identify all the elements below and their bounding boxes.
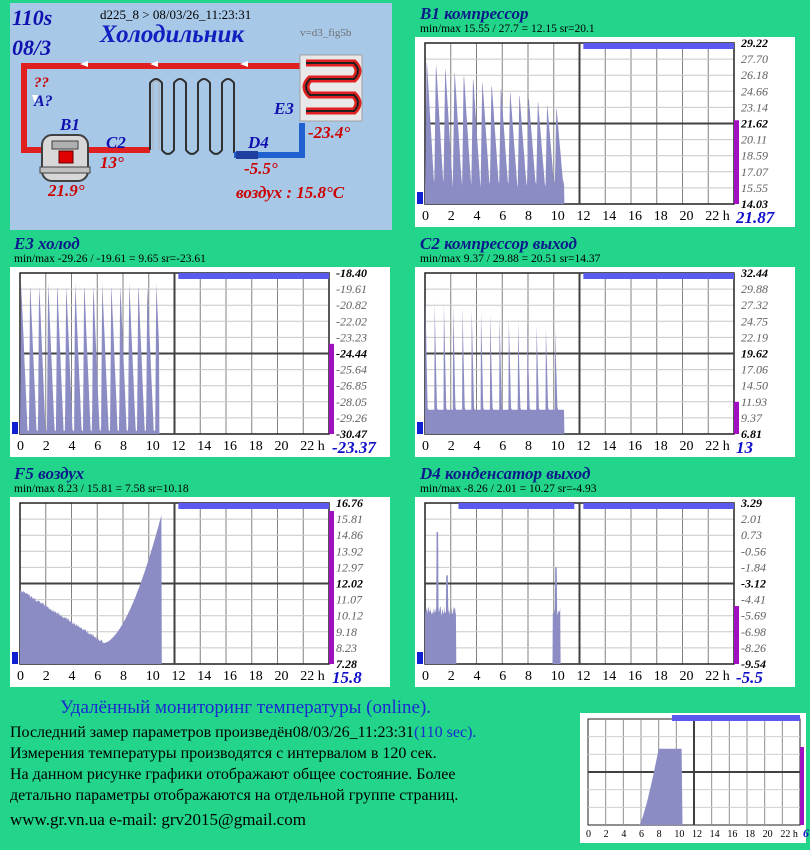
sensor-c2-label: C2 [106, 133, 126, 152]
x-tick-label: 6 [94, 669, 102, 684]
x-tick-label: 20 [679, 209, 694, 224]
chart-top-bar [178, 273, 329, 279]
y-tick-label: 20.11 [741, 132, 768, 147]
x-tick-label: 2 [447, 209, 455, 224]
x-tick-label: 12 [576, 439, 591, 454]
x-tick-label: 18 [653, 209, 668, 224]
y-tick-label: 11.07 [336, 592, 363, 607]
sensor-b1-label: B1 [60, 115, 80, 134]
chart-svg [415, 497, 795, 687]
y-tick-label: 9.37 [741, 410, 762, 425]
chart-d4-current: -5.5 [736, 668, 763, 687]
y-tick-label: 14.86 [336, 528, 363, 543]
x-tick-label: 16 [628, 439, 642, 454]
mini-x-tick-label: 0 [586, 829, 591, 840]
mini-x-tick-label: 2 [603, 829, 609, 840]
value-d4: -5.5° [244, 159, 278, 178]
chart-marker [417, 652, 423, 664]
chart-svg [10, 497, 390, 687]
condenser-coil [150, 79, 234, 154]
y-tick-label: -6.98 [741, 624, 766, 639]
x-tick-label: 4 [473, 439, 481, 454]
chart-top-bar [178, 503, 329, 509]
x-tick-label: 18 [653, 439, 668, 454]
y-tick-label: -23.23 [336, 330, 367, 345]
y-tick-label: -3.12 [741, 576, 766, 591]
y-tick-label: -5.69 [741, 608, 766, 623]
x-tick-label: 20 [679, 439, 694, 454]
chart-b1-stats: min/max 15.55 / 27.7 = 12.15 sr=20.1 [420, 23, 595, 35]
chart-marker [417, 422, 423, 434]
y-tick-label: 14.03 [741, 197, 768, 211]
x-tick-label: 12 [171, 669, 186, 684]
chart-top-bar [583, 503, 734, 509]
y-tick-label: -19.61 [336, 282, 367, 297]
air-temperature: воздух : 15.8°C [236, 183, 345, 202]
x-tick-label: 22 h [705, 669, 730, 684]
chart-level-bar [734, 402, 739, 434]
chart-e3 [10, 267, 390, 457]
y-tick-label: 29.88 [741, 282, 768, 297]
chart-c2-stats: min/max 9.37 / 29.88 = 20.51 sr=14.37 [420, 253, 601, 265]
schema-title: Холодильник [100, 21, 245, 48]
mini-x-tick-label: 16 [727, 829, 738, 840]
x-tick-label: 12 [576, 209, 591, 224]
x-tick-label: 8 [525, 209, 532, 224]
x-tick-label: 10 [550, 669, 565, 684]
chart-svg [10, 267, 390, 457]
footer-title: Удалённый мониторинг температуры (online). [60, 697, 432, 718]
sensor-e3-label: E3 [274, 99, 294, 118]
y-tick-label: 11.93 [741, 394, 768, 409]
footer-line-3: На данном рисунке графики отображают общее состояние. Более [10, 766, 456, 783]
y-tick-label: 8.23 [336, 640, 357, 655]
mini-x-tick-label: 20 [762, 829, 773, 840]
x-tick-label: 16 [223, 439, 237, 454]
y-tick-label: -24.44 [336, 346, 367, 361]
mini-chart-level-bar [800, 747, 804, 825]
y-tick-label: 6.81 [741, 427, 762, 441]
y-tick-label: 16.76 [336, 497, 363, 510]
y-tick-label: 17.06 [741, 362, 768, 377]
x-tick-label: 10 [145, 669, 160, 684]
x-tick-label: 12 [576, 669, 591, 684]
y-tick-label: 7.28 [336, 657, 357, 671]
x-tick-label: 14 [602, 209, 617, 224]
y-tick-label: -28.05 [336, 394, 367, 409]
x-tick-label: 6 [499, 439, 507, 454]
mini-x-tick-label: 8 [656, 829, 662, 840]
y-tick-label: -4.41 [741, 592, 766, 607]
chart-svg [415, 37, 795, 227]
mini-x-tick-label: 6 [639, 829, 644, 840]
y-tick-label: 13.92 [336, 544, 363, 559]
mini-chart [580, 713, 806, 843]
y-tick-label: 17.07 [741, 164, 768, 179]
y-tick-label: 15.55 [741, 180, 768, 195]
footer-line-2: Измерения температуры производятся с интервалом в 120 сек. [10, 745, 437, 762]
x-tick-label: 16 [628, 209, 642, 224]
x-tick-label: 2 [447, 669, 455, 684]
y-tick-label: 22.19 [741, 330, 768, 345]
footer-contacts: www.gr.vn.ua e-mail: grv2015@gmail.com [10, 810, 306, 829]
y-tick-label: -29.26 [336, 410, 367, 425]
chart-e3-current: -23.37 [332, 438, 376, 457]
chart-marker [12, 422, 18, 434]
chart-e3-stats: min/max -29.26 / -19.61 = 9.65 sr=-23.61 [14, 253, 206, 265]
y-tick-label: 24.66 [741, 84, 768, 99]
y-tick-label: 10.12 [336, 608, 363, 623]
device-line: d225_8 > 08/03/26_11:23:31 [100, 7, 252, 22]
y-tick-label: 27.32 [741, 298, 768, 313]
y-tick-label: 18.59 [741, 148, 768, 163]
x-tick-label: 12 [171, 439, 186, 454]
chart-d4-title: D4 конденсатор выход [420, 464, 591, 483]
x-tick-label: 6 [499, 209, 507, 224]
y-tick-label: -25.64 [336, 362, 367, 377]
y-tick-label: -9.54 [741, 657, 766, 671]
x-tick-label: 18 [248, 439, 263, 454]
x-tick-label: 22 h [705, 209, 730, 224]
chart-e3-title: E3 холод [14, 234, 80, 253]
version-label: v=d3_fig5b [300, 27, 352, 39]
x-tick-label: 22 h [300, 439, 325, 454]
chart-marker [12, 652, 18, 664]
mini-x-tick-label: 18 [745, 829, 755, 840]
chart-d4-stats: min/max -8.26 / 2.01 = 10.27 sr=-4.93 [420, 483, 597, 495]
x-tick-label: 4 [68, 439, 76, 454]
y-tick-label: 29.22 [741, 37, 768, 50]
x-tick-label: 6 [94, 439, 102, 454]
chart-b1-current: 21.87 [736, 208, 775, 227]
chart-level-bar [329, 344, 334, 434]
y-tick-label: 27.70 [741, 52, 768, 67]
y-tick-label: -18.40 [336, 267, 367, 280]
x-tick-label: 0 [422, 209, 429, 224]
x-tick-label: 4 [473, 669, 481, 684]
y-tick-label: 23.14 [741, 100, 768, 115]
x-tick-label: 2 [447, 439, 455, 454]
mini-x-tick-label: 10 [674, 829, 685, 840]
x-tick-label: 22 h [705, 439, 730, 454]
x-tick-label: 20 [274, 439, 289, 454]
footer-line-4: детально параметры отображаются на отдельной группе страниц. [10, 787, 459, 804]
compressor-icon [40, 135, 90, 181]
x-tick-label: 8 [525, 439, 532, 454]
x-tick-label: 14 [602, 439, 617, 454]
x-tick-label: 14 [197, 669, 212, 684]
x-tick-label: 18 [653, 669, 668, 684]
x-tick-label: 10 [550, 439, 565, 454]
chart-b1-title: B1 компрессор [420, 4, 529, 23]
x-tick-label: 14 [602, 669, 617, 684]
chart-top-bar [583, 273, 734, 279]
fridge-schema [10, 3, 392, 230]
chart-top-bar [458, 503, 574, 509]
mini-chart-top-bar [672, 715, 800, 721]
chart-level-bar [734, 606, 739, 664]
y-tick-label: -0.56 [741, 544, 766, 559]
chart-b1 [415, 37, 795, 227]
y-tick-label: 12.97 [336, 560, 363, 575]
sensor-a-label: A? [34, 93, 53, 110]
x-tick-label: 20 [274, 669, 289, 684]
y-tick-label: -26.85 [336, 378, 367, 393]
y-tick-label: 0.73 [741, 528, 762, 543]
x-tick-label: 2 [42, 439, 50, 454]
chart-svg [415, 267, 795, 457]
chart-d4 [415, 497, 795, 687]
x-tick-label: 4 [68, 669, 76, 684]
chart-f5 [10, 497, 390, 687]
x-tick-label: 0 [422, 669, 429, 684]
x-tick-label: 8 [525, 669, 532, 684]
mini-chart-current: 6 [803, 826, 809, 840]
y-tick-label: 12.02 [336, 576, 363, 591]
x-tick-label: 18 [248, 669, 263, 684]
chart-c2-current: 13 [736, 438, 753, 457]
chart-c2-title: C2 компрессор выход [420, 234, 577, 253]
y-tick-label: -1.84 [741, 560, 766, 575]
chart-level-bar [734, 120, 739, 204]
y-tick-label: 15.81 [336, 512, 363, 527]
value-c2: 13° [100, 153, 124, 172]
mini-x-tick-label: 14 [709, 829, 720, 840]
x-tick-label: 16 [628, 669, 642, 684]
date-label: 08/3 [12, 35, 52, 60]
chart-level-bar [329, 511, 334, 664]
footer-line-1 [10, 724, 476, 742]
y-tick-label: 26.18 [741, 68, 768, 83]
x-tick-label: 0 [17, 669, 24, 684]
x-tick-label: 10 [550, 209, 565, 224]
x-tick-label: 16 [223, 669, 237, 684]
y-tick-label: -8.26 [741, 640, 766, 655]
chart-c2 [415, 267, 795, 457]
y-tick-label: 32.44 [741, 267, 768, 280]
chart-f5-title: F5 воздух [14, 464, 85, 483]
unknown-label: ?? [34, 75, 49, 91]
mini-x-tick-label: 4 [621, 829, 627, 840]
value-b1: 21.9° [48, 181, 85, 200]
y-tick-label: 14.50 [741, 378, 768, 393]
y-tick-label: 21.62 [741, 116, 768, 131]
chart-f5-stats: min/max 8.23 / 15.81 = 7.58 sr=10.18 [14, 483, 189, 495]
mini-x-tick-label: 12 [692, 829, 702, 840]
chart-f5-current: 15.8 [332, 668, 362, 687]
y-tick-label: 3.29 [741, 497, 762, 510]
y-tick-label: -22.02 [336, 314, 367, 329]
chart-top-bar [583, 43, 734, 49]
x-tick-label: 14 [197, 439, 212, 454]
x-tick-label: 0 [422, 439, 429, 454]
chart-marker [417, 192, 423, 204]
y-tick-label: 24.75 [741, 314, 768, 329]
y-tick-label: 19.62 [741, 346, 768, 361]
x-tick-label: 2 [42, 669, 50, 684]
footer-last-measure: Последний замер параметров произведён08/03/26_11:23:31 [10, 724, 414, 741]
y-tick-label: -20.82 [336, 298, 367, 313]
x-tick-label: 22 h [300, 669, 325, 684]
x-tick-label: 8 [120, 439, 127, 454]
x-tick-label: 20 [679, 669, 694, 684]
interval-label: 110s [12, 5, 53, 30]
x-tick-label: 8 [120, 669, 127, 684]
x-tick-label: 6 [499, 669, 507, 684]
y-tick-label: -30.47 [336, 427, 367, 441]
x-tick-label: 10 [145, 439, 160, 454]
y-tick-label: 2.01 [741, 512, 762, 527]
mini-x-tick-label: 22 h [780, 829, 798, 840]
sensor-d4-label: D4 [248, 133, 269, 152]
x-tick-label: 0 [17, 439, 24, 454]
value-e3: -23.4° [308, 123, 351, 142]
x-tick-label: 4 [473, 209, 481, 224]
footer-interval: (110 sec). [413, 724, 477, 741]
y-tick-label: 9.18 [336, 624, 357, 639]
